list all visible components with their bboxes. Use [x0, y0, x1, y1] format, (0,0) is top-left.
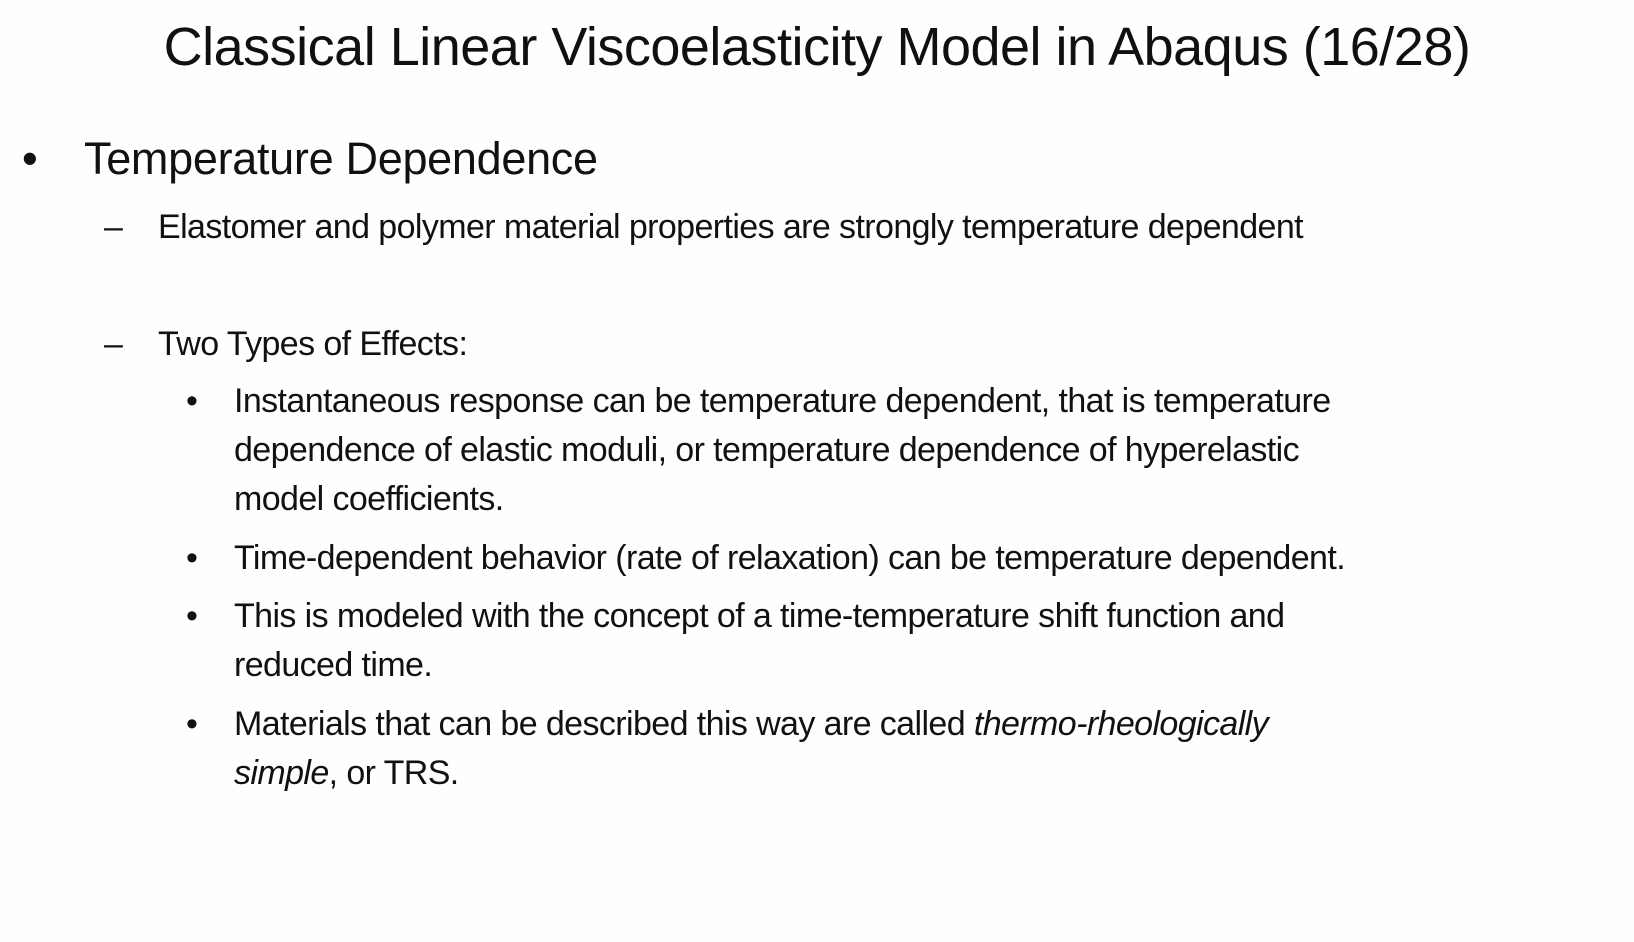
point-time-dependent-behavior: [186, 534, 1606, 583]
point-text: [234, 592, 1606, 690]
point-text: [234, 377, 1606, 524]
point-text-prefix: Materials that can be described this way are called: [234, 705, 974, 743]
point-line: Instantaneous response can be temperature dependent, that is temperature: [234, 382, 1331, 420]
point-line: [234, 749, 1606, 798]
bullet-icon: •: [186, 382, 198, 420]
point-text: [234, 534, 1606, 583]
point-line: model coefficients.: [234, 480, 504, 518]
point-line: dependence of elastic moduli, or temperature dependence of hyperelastic: [234, 431, 1299, 469]
dash-icon: –: [104, 325, 123, 363]
point-text-italic: thermo-rheologically: [973, 705, 1269, 743]
point-line: [234, 700, 1606, 749]
point-instantaneous-response: [186, 377, 1606, 524]
dash-icon: –: [104, 208, 123, 246]
point-line: Time-dependent behavior (rate of relaxation) can be temperature dependent.: [234, 539, 1346, 577]
bullet-icon: •: [22, 133, 38, 184]
point-line: This is modeled with the concept of a time-temperature shift function and: [234, 597, 1285, 635]
point-line: reduced time.: [234, 646, 433, 684]
bullet-icon: •: [186, 539, 198, 577]
subbullet-label: Two Types of Effects:: [158, 325, 468, 363]
point-time-temperature-shift: [186, 592, 1606, 690]
bullet-icon: •: [186, 705, 198, 743]
bullet-label: Temperature Dependence: [84, 133, 598, 184]
subbullet-label: Elastomer and polymer material properties are strongly temperature dependent: [158, 208, 1304, 246]
point-text: [234, 700, 1606, 798]
slide-title: Classical Linear Viscoelasticity Model in Abaqus (16/28): [163, 17, 1471, 77]
point-text-italic: simple: [234, 754, 329, 792]
point-text-suffix: , or TRS.: [328, 754, 459, 792]
bullet-icon: •: [186, 597, 198, 635]
point-thermo-rheologically-simple: [186, 700, 1606, 798]
